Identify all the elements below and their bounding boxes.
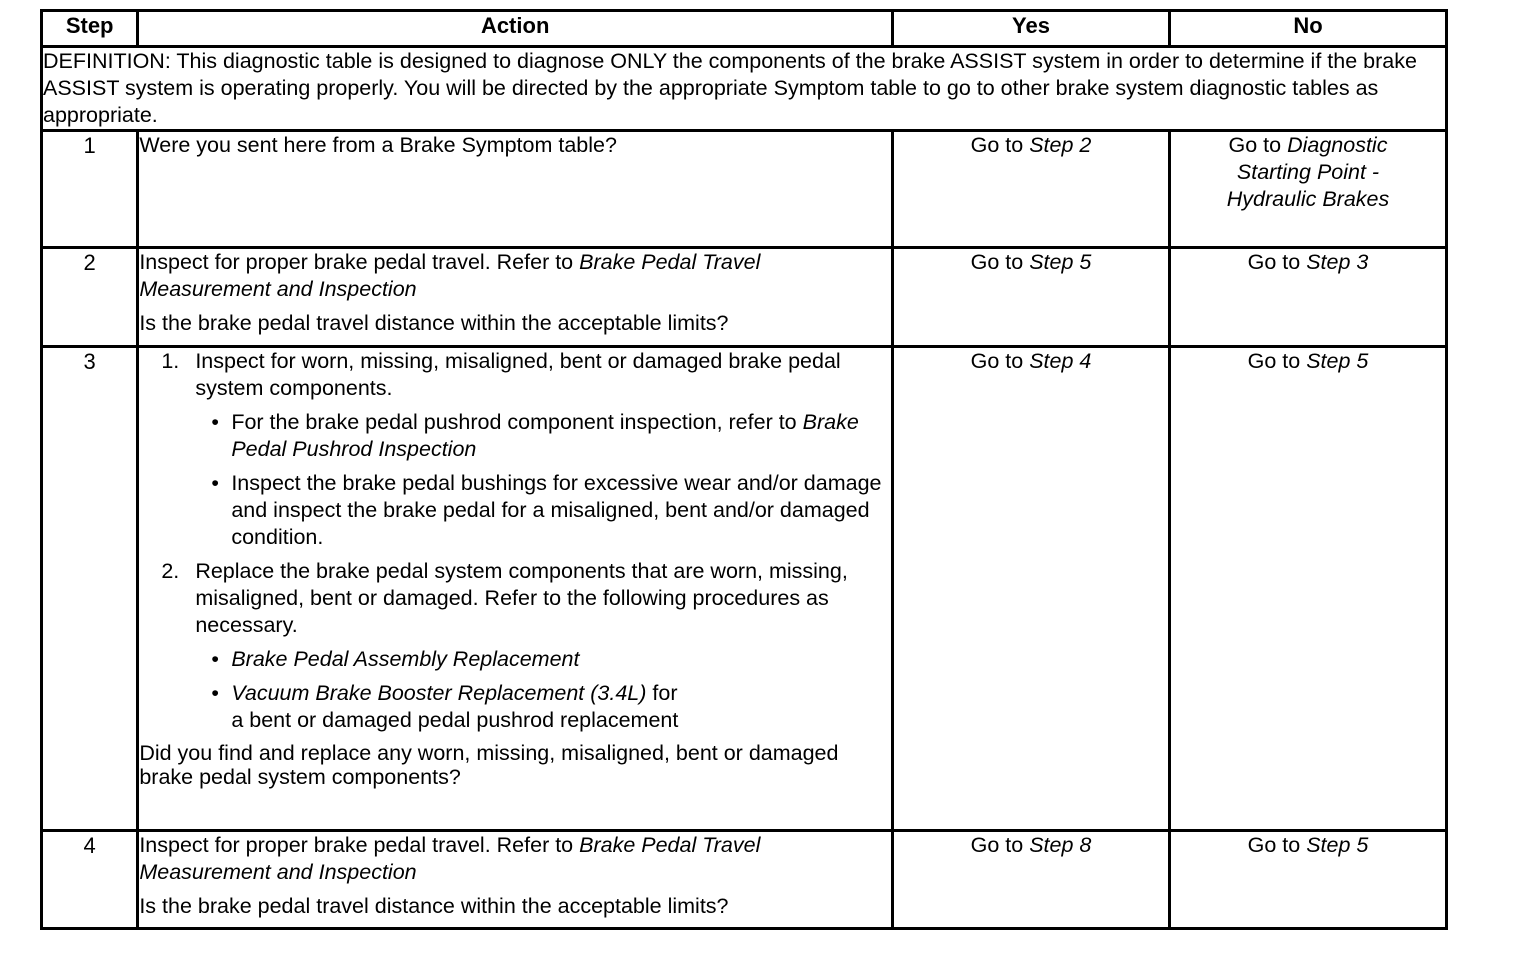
reference-link: Brake Pedal Travel Measurement and Inspection (139, 833, 761, 884)
no-cell (1169, 347, 1446, 831)
bullet-icon: • (211, 681, 219, 705)
bullet-icon: • (211, 410, 219, 434)
header-no: No (1169, 11, 1446, 47)
item-text: Inspect for worn, missing, misaligned, bent or damaged brake pedal system components. (195, 349, 841, 400)
go-to-label: Go to (1247, 250, 1301, 274)
yes-cell (893, 131, 1170, 248)
bullet-list (195, 409, 891, 551)
no-cell (1169, 248, 1446, 347)
reference-link: Brake Pedal Travel Measurement and Inspection (139, 250, 761, 301)
no-target: Step 5 (1306, 349, 1369, 373)
action-cell (138, 831, 893, 929)
go-to-label: Go to (970, 833, 1024, 857)
bullet-item: • Inspect the brake pedal bushings for excessive wear and/or damage and inspect the brake pedal for a misaligned, bent and/or damaged condition. (211, 471, 882, 549)
item-number: 2. (161, 559, 180, 583)
header-yes: Yes (893, 11, 1170, 47)
go-to-label: Go to (970, 133, 1024, 157)
no-target-line3: Hydraulic Brakes (1226, 187, 1390, 211)
question-text: Is the brake pedal travel distance within the acceptable limits? (139, 311, 729, 335)
header-action: Action (138, 11, 893, 47)
list-item (139, 558, 891, 734)
yes-target: Step 2 (1029, 133, 1092, 157)
table-row (42, 248, 1447, 347)
definition-row (42, 47, 1447, 131)
table-row (42, 347, 1447, 831)
step-number: 1 (42, 131, 138, 248)
action-cell (138, 248, 893, 347)
bullet-item (195, 646, 891, 673)
diagnostic-table (40, 9, 1448, 930)
table-row (42, 831, 1447, 929)
procedure-list (139, 348, 891, 734)
yes-cell (893, 248, 1170, 347)
question-text: Is the brake pedal travel distance within the acceptable limits? (139, 894, 729, 918)
question-text: Did you find and replace any worn, missing, misaligned, bent or damaged brake pedal system components? (139, 741, 839, 789)
step-number: 3 (42, 347, 138, 831)
reference-link: Brake Pedal Assembly Replacement (231, 647, 580, 671)
yes-target: Step 4 (1029, 349, 1092, 373)
no-cell (1169, 831, 1446, 929)
instruction-text: Inspect for proper brake pedal travel. Refer to Brake Pedal Travel Measurement and Inspection (139, 250, 761, 301)
table-row (42, 131, 1447, 248)
go-to-label: Go to (1228, 133, 1282, 157)
bullet-list (195, 646, 891, 734)
instruction-text: Inspect for proper brake pedal travel. Refer to Brake Pedal Travel Measurement and Inspection (139, 833, 761, 884)
bullet-item: • Vacuum Brake Booster Replacement (3.4L) for a bent or damaged pedal pushrod replacement (211, 681, 679, 732)
no-target: Step 3 (1306, 250, 1369, 274)
no-target-line2: Starting Point - (1236, 160, 1380, 184)
go-to-label: Go to (970, 349, 1024, 373)
yes-target: Step 8 (1029, 833, 1092, 857)
no-target: Step 5 (1306, 833, 1369, 857)
header-step: Step (42, 11, 138, 47)
no-cell (1169, 131, 1446, 248)
go-to-label: Go to (1247, 833, 1301, 857)
bullet-item: • For the brake pedal pushrod component inspection, refer to Brake Pedal Pushrod Inspection (211, 410, 859, 461)
list-item (139, 348, 891, 551)
item-number: 1. (161, 349, 180, 373)
reference-link: Brake Pedal Pushrod Inspection (231, 410, 859, 461)
yes-cell (893, 347, 1170, 831)
go-to-label: Go to (1247, 349, 1301, 373)
step-number: 4 (42, 831, 138, 929)
step-number: 2 (42, 248, 138, 347)
bullet-icon: • (211, 471, 219, 495)
yes-target: Step 5 (1029, 250, 1092, 274)
action-cell (138, 347, 893, 831)
no-target-line1: Diagnostic (1287, 133, 1388, 157)
action-cell (138, 131, 893, 248)
go-to-label: Go to (970, 250, 1024, 274)
yes-cell (893, 831, 1170, 929)
reference-link: Vacuum Brake Booster Replacement (3.4L) (231, 681, 647, 705)
item-text: Replace the brake pedal system components that are worn, missing, misaligned, bent or damaged. Refer to the following procedures as necessary. (195, 559, 848, 637)
header-row (42, 11, 1447, 47)
question-text: Were you sent here from a Brake Symptom table? (139, 133, 617, 157)
bullet-icon: • (211, 647, 219, 671)
definition-text: DEFINITION: This diagnostic table is designed to diagnose ONLY the components of the brake ASSIST system in order to determine if the brake ASSIST system is operating properly. You will be directed by the appropriate Symptom table to go to other brake system diagnostic tables as appropriate. (42, 47, 1447, 131)
